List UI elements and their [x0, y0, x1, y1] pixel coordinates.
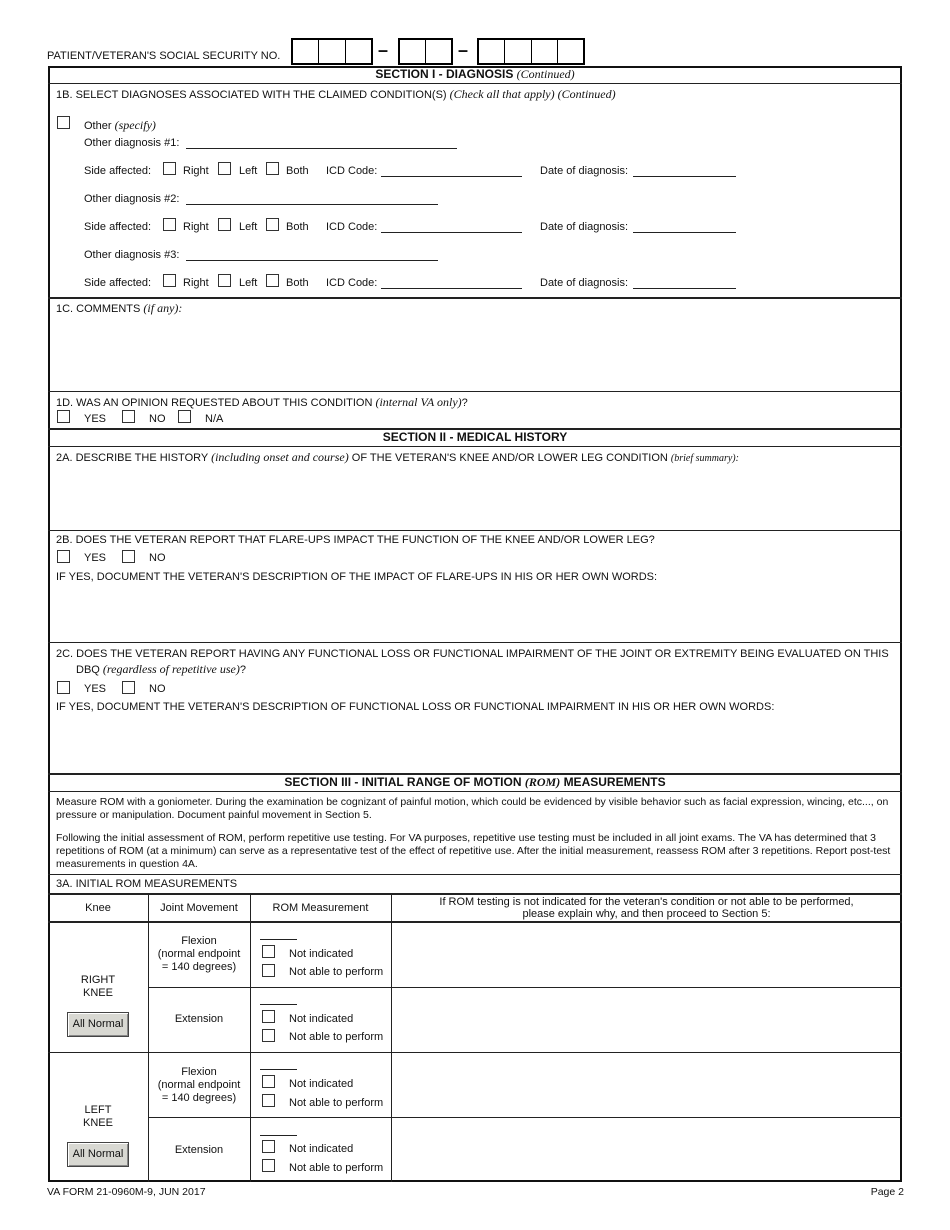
q1c-label: 1C. COMMENTS (if any):	[56, 301, 183, 315]
right-flexion-rom-input[interactable]	[260, 939, 297, 940]
icd1-input[interactable]	[381, 176, 522, 177]
diag2-input[interactable]	[186, 204, 438, 205]
side2-right-checkbox[interactable]	[163, 218, 176, 231]
right-knee-label: RIGHT KNEE	[80, 974, 116, 999]
comments-textarea[interactable]	[52, 316, 898, 388]
right-flexion-explain-input[interactable]	[395, 924, 898, 984]
icd3-input[interactable]	[381, 288, 522, 289]
side2-both-checkbox[interactable]	[266, 218, 279, 231]
left-flexion-not-indicated-label: Not indicated	[289, 1078, 354, 1090]
side1-right-label: Right	[183, 165, 209, 177]
ssn-field-group[interactable]	[398, 38, 453, 65]
q1d-no-checkbox[interactable]	[122, 410, 135, 423]
side1-both-label: Both	[286, 165, 309, 177]
left-extension-explain-input[interactable]	[395, 1120, 898, 1180]
side-affected-3-label: Side affected:	[84, 277, 152, 289]
q2c-followup-label: IF YES, DOCUMENT THE VETERAN'S DESCRIPTION OF FUNCTIONAL LOSS OR FUNCTIONAL IMPAIRMENT IN HIS OR HER OWN WORDS:	[56, 701, 775, 713]
ssn-dash-2: –	[458, 40, 469, 60]
diag2-label: Other diagnosis #2:	[84, 193, 180, 205]
ssn-label: PATIENT/VETERAN'S SOCIAL SECURITY NO.	[47, 50, 281, 62]
left-knee-label: LEFT KNEE	[83, 1104, 113, 1129]
date1-label: Date of diagnosis:	[540, 165, 629, 177]
q2b-label: 2B. DOES THE VETERAN REPORT THAT FLARE-UPS IMPACT THE FUNCTION OF THE KNEE AND/OR LOWER LEG?	[56, 534, 655, 546]
icd2-label: ICD Code:	[326, 221, 378, 233]
section2-header: SECTION II - MEDICAL HISTORY	[382, 430, 568, 444]
section3-paragraph-1: Measure ROM with a goniometer. During the examination be cognizant of painful motion, which could be evidenced by visible behavior such as facial expression, wincing, etc..., on pressure or manipulation. Document painful movement in Section 5.	[56, 796, 889, 821]
left-extension-rom-input[interactable]	[260, 1135, 297, 1136]
right-flexion-not-indicated-label: Not indicated	[289, 948, 354, 960]
flareups-textarea[interactable]	[52, 586, 898, 638]
q2c-yes-checkbox[interactable]	[57, 681, 70, 694]
right-extension-not-indicated-label: Not indicated	[289, 1013, 354, 1025]
q2c-yes-label: YES	[84, 683, 107, 695]
q1d-na-label: N/A	[205, 413, 224, 425]
col-explain-header: If ROM testing is not indicated for the veteran's condition or not able to be performed, please explain why, and then proceed to Section 5:	[439, 896, 854, 920]
diag3-label: Other diagnosis #3:	[84, 249, 180, 261]
side3-right-label: Right	[183, 277, 209, 289]
q2a-label: 2A. DESCRIBE THE HISTORY (including onset and course) OF THE VETERAN'S KNEE AND/OR LOWER LEG CONDITION (brief summary):	[56, 450, 739, 464]
diag1-label: Other diagnosis #1:	[84, 137, 180, 149]
section3-paragraph-2: Following the initial assessment of ROM, perform repetitive use testing. For VA purposes, repetitive use testing must be included in all joint exams. The VA has determined that 3 repetitions of ROM (at a minimum) can serve as a representative test of the effect of repetitive use. After the initial measurement, reassess ROM after 3 repetitions. Report post-test measurements in question 4A.	[56, 832, 891, 870]
right-flexion-not-indicated-checkbox[interactable]	[262, 945, 275, 958]
diag3-input[interactable]	[186, 260, 438, 261]
side2-left-checkbox[interactable]	[218, 218, 231, 231]
icd2-input[interactable]	[381, 232, 522, 233]
side3-right-checkbox[interactable]	[163, 274, 176, 287]
side2-both-label: Both	[286, 221, 309, 233]
left-flexion-rom-input[interactable]	[260, 1069, 297, 1070]
side1-right-checkbox[interactable]	[163, 162, 176, 175]
date2-label: Date of diagnosis:	[540, 221, 629, 233]
right-knee-all-normal-button[interactable]: All Normal	[67, 1012, 129, 1037]
q3a-label: 3A. INITIAL ROM MEASUREMENTS	[56, 878, 238, 890]
q1d-yes-checkbox[interactable]	[57, 410, 70, 423]
other-label: Other (specify)	[84, 118, 156, 132]
functional-loss-textarea[interactable]	[52, 716, 898, 770]
left-extension-not-able-label: Not able to perform	[289, 1162, 384, 1174]
right-extension-rom-input[interactable]	[260, 1004, 297, 1005]
side2-right-label: Right	[183, 221, 209, 233]
left-extension-not-able-checkbox[interactable]	[262, 1159, 275, 1172]
icd1-label: ICD Code:	[326, 165, 378, 177]
side2-left-label: Left	[239, 221, 258, 233]
date3-label: Date of diagnosis:	[540, 277, 629, 289]
page-number: Page 2	[870, 1186, 904, 1198]
date3-input[interactable]	[633, 288, 736, 289]
right-extension-not-able-label: Not able to perform	[289, 1031, 384, 1043]
history-textarea[interactable]	[52, 465, 898, 527]
side3-both-checkbox[interactable]	[266, 274, 279, 287]
ssn-dash-1: –	[378, 40, 389, 60]
left-flexion-not-able-label: Not able to perform	[289, 1097, 384, 1109]
left-extension-not-indicated-label: Not indicated	[289, 1143, 354, 1155]
right-extension-not-able-checkbox[interactable]	[262, 1029, 275, 1042]
left-flexion-not-able-checkbox[interactable]	[262, 1094, 275, 1107]
right-flexion-label: Flexion (normal endpoint = 140 degrees)	[157, 935, 241, 973]
diag1-input[interactable]	[186, 148, 457, 149]
left-flexion-label: Flexion (normal endpoint = 140 degrees)	[157, 1066, 241, 1104]
right-flexion-not-able-checkbox[interactable]	[262, 964, 275, 977]
side3-left-label: Left	[239, 277, 258, 289]
q2c-label-line2: DBQ (regardless of repetitive use)?	[76, 662, 246, 676]
q1b-label: 1B. SELECT DIAGNOSES ASSOCIATED WITH THE CLAIMED CONDITION(S) (Check all that apply) (Continued)	[56, 87, 616, 101]
section1-header: SECTION I - DIAGNOSIS (Continued)	[375, 67, 575, 81]
side1-left-label: Left	[239, 165, 258, 177]
q1d-yes-label: YES	[84, 413, 107, 425]
q2b-no-label: NO	[149, 552, 166, 564]
ssn-field-serial[interactable]	[477, 38, 585, 65]
side-affected-2-label: Side affected:	[84, 221, 152, 233]
left-flexion-explain-input[interactable]	[395, 1055, 898, 1115]
q1d-label: 1D. WAS AN OPINION REQUESTED ABOUT THIS CONDITION (internal VA only)?	[56, 395, 468, 409]
q2b-yes-label: YES	[84, 552, 107, 564]
q1d-no-label: NO	[149, 413, 166, 425]
col-joint-header: Joint Movement	[160, 902, 238, 914]
left-flexion-not-indicated-checkbox[interactable]	[262, 1075, 275, 1088]
date1-input[interactable]	[633, 176, 736, 177]
ssn-field-area[interactable]	[291, 38, 373, 65]
q2b-yes-checkbox[interactable]	[57, 550, 70, 563]
q2c-no-label: NO	[149, 683, 166, 695]
col-knee-header: Knee	[85, 902, 111, 914]
side3-both-label: Both	[286, 277, 309, 289]
q1d-na-checkbox[interactable]	[178, 410, 191, 423]
side1-left-checkbox[interactable]	[218, 162, 231, 175]
left-extension-label: Extension	[174, 1144, 224, 1156]
col-rom-header: ROM Measurement	[272, 902, 369, 914]
right-flexion-not-able-label: Not able to perform	[289, 966, 384, 978]
side3-left-checkbox[interactable]	[218, 274, 231, 287]
q2b-no-checkbox[interactable]	[122, 550, 135, 563]
section3-header: SECTION III - INITIAL RANGE OF MOTION (ROM) MEASUREMENTS	[284, 775, 666, 789]
form-id: VA FORM 21-0960M-9, JUN 2017	[47, 1186, 206, 1198]
icd3-label: ICD Code:	[326, 277, 378, 289]
other-checkbox[interactable]	[57, 116, 70, 129]
right-extension-not-indicated-checkbox[interactable]	[262, 1010, 275, 1023]
q2c-no-checkbox[interactable]	[122, 681, 135, 694]
q2b-followup-label: IF YES, DOCUMENT THE VETERAN'S DESCRIPTION OF THE IMPACT OF FLARE-UPS IN HIS OR HER OWN WORDS:	[56, 571, 658, 583]
left-extension-not-indicated-checkbox[interactable]	[262, 1140, 275, 1153]
right-extension-label: Extension	[174, 1013, 224, 1025]
date2-input[interactable]	[633, 232, 736, 233]
left-knee-all-normal-button[interactable]: All Normal	[67, 1142, 129, 1167]
q2c-label-line1: 2C. DOES THE VETERAN REPORT HAVING ANY FUNCTIONAL LOSS OR FUNCTIONAL IMPAIRMENT OF THE JOINT OR EXTREMITY BEING EVALUATED ON THIS	[56, 648, 889, 660]
side1-both-checkbox[interactable]	[266, 162, 279, 175]
side-affected-1-label: Side affected:	[84, 165, 152, 177]
right-extension-explain-input[interactable]	[395, 990, 898, 1050]
